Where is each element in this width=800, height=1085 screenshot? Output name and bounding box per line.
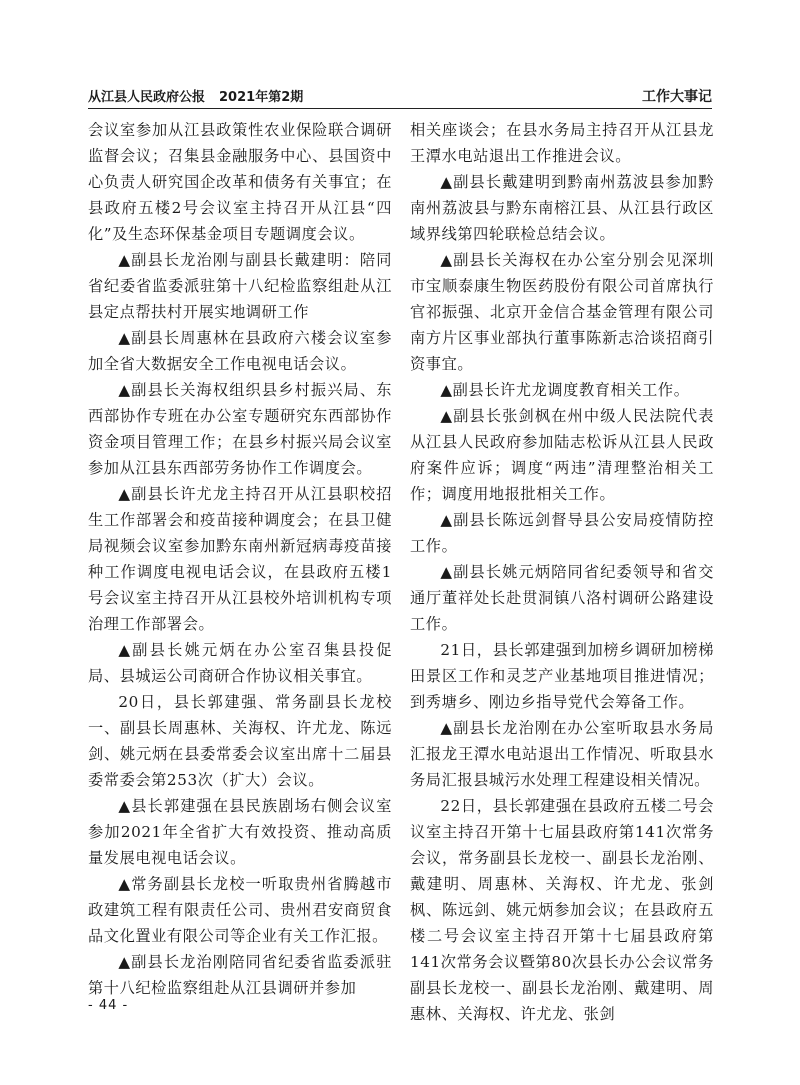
section-title: 工作大事记 <box>642 89 712 105</box>
paragraph: ▲副县长陈远剑督导县公安局疫情防控工作。 <box>410 511 714 555</box>
page-header <box>88 86 712 106</box>
paragraph: 22日，县长郭建强在县政府五楼二号会议室主持召开第十七届县政府第141次常务会议，常务副县长龙校一、副县长龙治刚、戴建明、周惠林、关海权、许尤龙、张剑枫、陈远剑、姚元炳参加会议；在县政府五楼二号会议室主持召开第十七届县政府第141次常务会议暨第80次县长办公会议常务副县长龙校一、副县长龙治刚、戴建明、周惠林、关海权、许尤龙、张剑 <box>410 797 714 1023</box>
paragraph: ▲常务副县长龙校一听取贵州省腾越市政建筑工程有限责任公司、贵州君安商贸食品文化置业有限公司等企业有关工作汇报。 <box>88 875 392 945</box>
paragraph: ▲副县长关海权在办公室分别会见深圳市宝顺泰康生物医药股份有限公司首席执行官祁振强、北京开金信合基金管理有限公司南方片区事业部执行董事陈新志洽谈招商引资事宜。 <box>410 251 714 373</box>
page-number: - 44 - <box>88 998 129 1013</box>
paragraph: 20日，县长郭建强、常务副县长龙校一、副县长周惠林、关海权、许尤龙、陈远剑、姚元炳在县委常委会议室出席十二届县委常委会第253次（扩大）会议。 <box>88 693 392 789</box>
paragraph: 21日，县长郭建强到加榜乡调研加榜梯田景区工作和灵芝产业基地项目推进情况；到秀塘乡、刚边乡指导党代会筹备工作。 <box>410 641 714 711</box>
header-divider <box>88 108 712 109</box>
paragraph: ▲副县长戴建明到黔南州荔波县参加黔南州荔波县与黔东南榕江县、从江县行政区域界线第四轮联检总结会议。 <box>410 173 714 243</box>
issue-label: 2021年第2期 <box>219 90 304 105</box>
paragraph: ▲副县长周惠林在县政府六楼会议室参加全省大数据安全工作电视电话会议。 <box>88 329 392 373</box>
publication-title: 从江县人民政府公报 <box>88 90 206 105</box>
header-publication-info <box>88 86 303 105</box>
paragraph: ▲副县长龙治刚与副县长戴建明：陪同省纪委省监委派驻第十八纪检监察组赴从江县定点帮扶村开展实地调研工作 <box>88 251 392 321</box>
paragraph: ▲县长郭建强在县民族剧场右侧会议室参加2021年全省扩大有效投资、推动高质量发展电视电话会议。 <box>88 797 392 867</box>
paragraph: 相关座谈会；在县水务局主持召开从江县龙王潭水电站退出工作推进会议。 <box>410 121 714 165</box>
paragraph: ▲副县长姚元炳陪同省纪委领导和省交通厅董祥处长赴贯洞镇八洛村调研公路建设工作。 <box>410 563 714 633</box>
paragraph: ▲副县长姚元炳在办公室召集县投促局、县城运公司商研合作协议相关事宜。 <box>88 641 392 685</box>
paragraph: ▲副县长张剑枫在州中级人民法院代表从江县人民政府参加陆志松诉从江县人民政府案件应诉；调度“两违”清理整治相关工作；调度用地报批相关工作。 <box>410 407 714 503</box>
right-column <box>410 117 714 1027</box>
paragraph: ▲副县长许尤龙调度教育相关工作。 <box>440 381 690 399</box>
paragraph: ▲副县长关海权组织县乡村振兴局、东西部协作专班在办公室专题研究东西部协作资金项目管理工作；在县乡村振兴局会议室参加从江县东西部劳务协作工作调度会。 <box>88 381 392 477</box>
paragraph: 会议室参加从江县政策性农业保险联合调研监督会议；召集县金融服务中心、县国资中心负责人研究国企改革和债务有关事宜；在县政府五楼2号会议室主持召开从江县“四化”及生态环保基金项目专题调度会议。 <box>88 121 392 243</box>
paragraph: ▲副县长许尤龙主持召开从江县职校招生工作部署会和疫苗接种调度会；在县卫健局视频会议室参加黔东南州新冠病毒疫苗接种工作调度电视电话会议，在县政府五楼1号会议室主持召开从江县校外培训机构专项治理工作部署会。 <box>88 485 392 633</box>
paragraph: ▲副县长龙治刚在办公室听取县水务局汇报龙王潭水电站退出工作情况、听取县水务局汇报县城污水处理工程建设相关情况。 <box>410 719 714 789</box>
left-column <box>88 117 392 1001</box>
paragraph: ▲副县长龙治刚陪同省纪委省监委派驻第十八纪检监察组赴从江县调研并参加 <box>88 953 392 997</box>
